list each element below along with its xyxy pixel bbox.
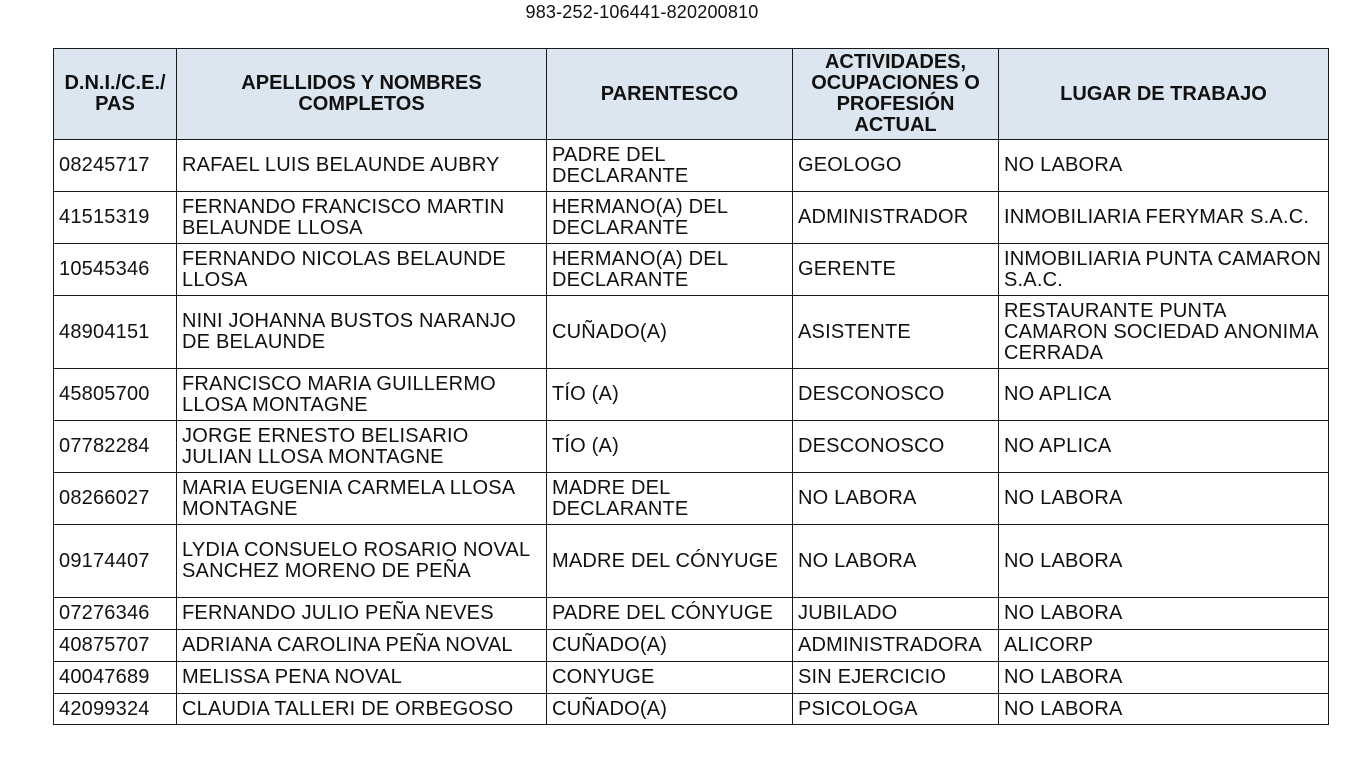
cell-workplace: NO LABORA — [999, 662, 1329, 694]
cell-occupation: NO LABORA — [793, 473, 999, 525]
table-row — [54, 598, 1329, 630]
cell-relationship: CUÑADO(A) — [547, 296, 793, 369]
cell-full-name: MARIA EUGENIA CARMELA LLOSA MONTAGNE — [177, 473, 547, 525]
cell-full-name: ADRIANA CAROLINA PEÑA NOVAL — [177, 630, 547, 662]
table-row — [54, 140, 1329, 192]
cell-occupation: JUBILADO — [793, 598, 999, 630]
cell-relationship: CONYUGE — [547, 662, 793, 694]
cell-dni: 09174407 — [54, 525, 177, 598]
cell-dni: 40047689 — [54, 662, 177, 694]
table-header-row — [54, 49, 1329, 140]
cell-full-name: FERNANDO JULIO PEÑA NEVES — [177, 598, 547, 630]
cell-dni: 07276346 — [54, 598, 177, 630]
cell-occupation: ASISTENTE — [793, 296, 999, 369]
cell-occupation: DESCONOSCO — [793, 369, 999, 421]
cell-occupation: DESCONOSCO — [793, 421, 999, 473]
cell-dni: 48904151 — [54, 296, 177, 369]
cell-full-name: LYDIA CONSUELO ROSARIO NOVAL SANCHEZ MORENO DE PEÑA — [177, 525, 547, 598]
table-body — [54, 140, 1329, 725]
cell-workplace: NO APLICA — [999, 421, 1329, 473]
table-row — [54, 662, 1329, 694]
cell-dni: 08245717 — [54, 140, 177, 192]
cell-relationship: MADRE DEL DECLARANTE — [547, 473, 793, 525]
cell-workplace: INMOBILIARIA FERYMAR S.A.C. — [999, 192, 1329, 244]
table-row — [54, 296, 1329, 369]
cell-relationship: HERMANO(A) DEL DECLARANTE — [547, 192, 793, 244]
cell-workplace: ALICORP — [999, 630, 1329, 662]
cell-relationship: MADRE DEL CÓNYUGE — [547, 525, 793, 598]
table-row — [54, 244, 1329, 296]
cell-dni: 42099324 — [54, 694, 177, 725]
cell-full-name: FRANCISCO MARIA GUILLERMO LLOSA MONTAGNE — [177, 369, 547, 421]
cell-workplace: NO LABORA — [999, 473, 1329, 525]
table-row — [54, 473, 1329, 525]
relatives-table — [53, 48, 1329, 725]
cell-full-name: CLAUDIA TALLERI DE ORBEGOSO — [177, 694, 547, 725]
cell-occupation: SIN EJERCICIO — [793, 662, 999, 694]
header-full-name: APELLIDOS Y NOMBRES COMPLETOS — [177, 49, 547, 140]
cell-full-name: JORGE ERNESTO BELISARIO JULIAN LLOSA MONTAGNE — [177, 421, 547, 473]
cell-dni: 07782284 — [54, 421, 177, 473]
cell-occupation: ADMINISTRADORA — [793, 630, 999, 662]
cell-dni: 40875707 — [54, 630, 177, 662]
cell-relationship: TÍO (A) — [547, 421, 793, 473]
cell-relationship: CUÑADO(A) — [547, 630, 793, 662]
cell-dni: 45805700 — [54, 369, 177, 421]
cell-occupation: GERENTE — [793, 244, 999, 296]
cell-full-name: FERNANDO NICOLAS BELAUNDE LLOSA — [177, 244, 547, 296]
cell-relationship: PADRE DEL DECLARANTE — [547, 140, 793, 192]
cell-workplace: NO LABORA — [999, 525, 1329, 598]
cell-occupation: PSICOLOGA — [793, 694, 999, 725]
cell-occupation: NO LABORA — [793, 525, 999, 598]
cell-occupation: ADMINISTRADOR — [793, 192, 999, 244]
cell-workplace: INMOBILIARIA PUNTA CAMARON S.A.C. — [999, 244, 1329, 296]
cell-dni: 10545346 — [54, 244, 177, 296]
table-row — [54, 694, 1329, 725]
cell-workplace: NO LABORA — [999, 598, 1329, 630]
table-row — [54, 421, 1329, 473]
cell-dni: 08266027 — [54, 473, 177, 525]
cell-occupation: GEOLOGO — [793, 140, 999, 192]
cell-relationship: TÍO (A) — [547, 369, 793, 421]
cell-relationship: CUÑADO(A) — [547, 694, 793, 725]
cell-relationship: PADRE DEL CÓNYUGE — [547, 598, 793, 630]
cell-full-name: FERNANDO FRANCISCO MARTIN BELAUNDE LLOSA — [177, 192, 547, 244]
table-row — [54, 192, 1329, 244]
table-row — [54, 525, 1329, 598]
cell-dni: 41515319 — [54, 192, 177, 244]
table-row — [54, 630, 1329, 662]
cell-full-name: MELISSA PENA NOVAL — [177, 662, 547, 694]
header-occupation: ACTIVIDADES, OCUPACIONES O PROFESIÓN ACTUAL — [793, 49, 999, 140]
cell-full-name: RAFAEL LUIS BELAUNDE AUBRY — [177, 140, 547, 192]
header-relationship: PARENTESCO — [547, 49, 793, 140]
cell-workplace: NO APLICA — [999, 369, 1329, 421]
cell-relationship: HERMANO(A) DEL DECLARANTE — [547, 244, 793, 296]
cell-workplace: NO LABORA — [999, 140, 1329, 192]
header-workplace: LUGAR DE TRABAJO — [999, 49, 1329, 140]
cell-full-name: NINI JOHANNA BUSTOS NARANJO DE BELAUNDE — [177, 296, 547, 369]
document-id: 983-252-106441-820200810 — [525, 2, 759, 22]
cell-workplace: NO LABORA — [999, 694, 1329, 725]
table-row — [54, 369, 1329, 421]
cell-workplace: RESTAURANTE PUNTA CAMARON SOCIEDAD ANONIMA CERRADA — [999, 296, 1329, 369]
header-dni: D.N.I./C.E./ PAS — [54, 49, 177, 140]
